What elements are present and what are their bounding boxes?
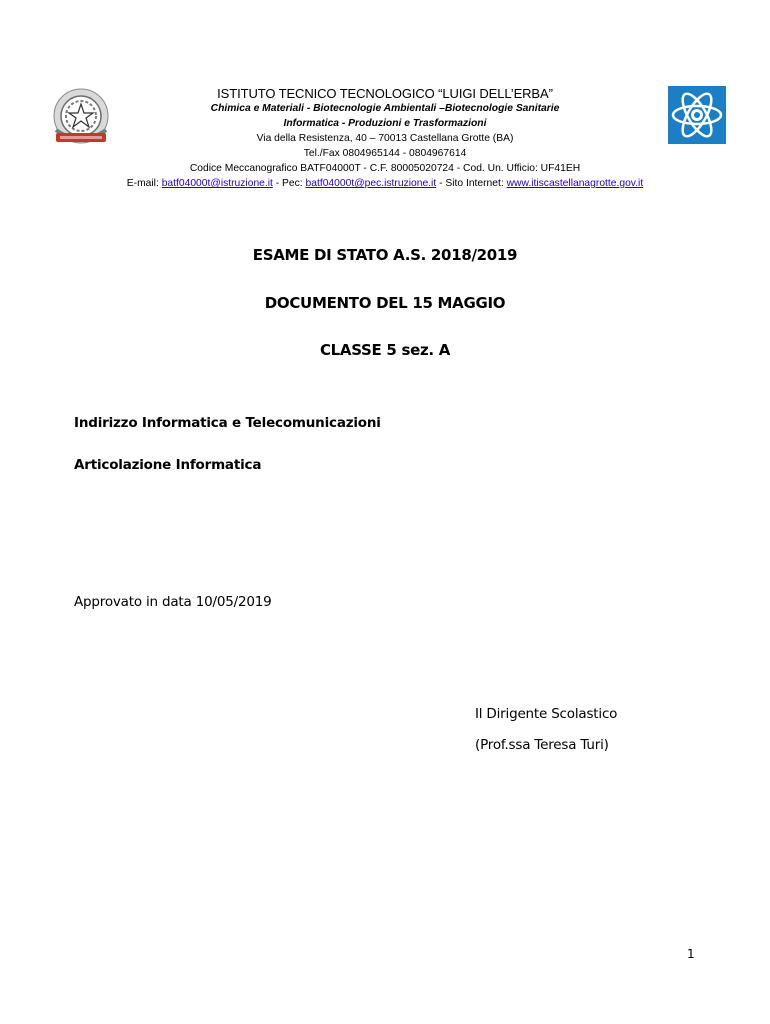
pec-label: - Pec: — [272, 178, 306, 189]
school-atom-logo-icon — [668, 86, 726, 144]
document-title: DOCUMENTO DEL 15 MAGGIO — [264, 294, 506, 312]
page-number: 1 — [687, 947, 695, 961]
specializations-line-1: Chimica e Materiali - Biotecnologie Ambientali –Biotecnologie Sanitarie — [210, 103, 560, 114]
contacts-line — [100, 176, 670, 191]
website-link[interactable]: www.itiscastellanagrotte.gov.it — [506, 178, 644, 189]
email-label: E-mail: — [126, 178, 162, 189]
pec-link[interactable]: batf04000t@pec.istruzione.it — [305, 178, 437, 189]
site-label: - Sito Internet: — [436, 178, 507, 189]
approval-date: Approvato in data 10/05/2019 — [74, 594, 272, 610]
articolazione-label: Articolazione Informatica — [74, 457, 262, 473]
institute-phone: Tel./Fax 0804965144 - 0804967614 — [303, 148, 467, 159]
indirizzo-label: Indirizzo Informatica e Telecomunicazioni — [74, 415, 381, 431]
class-title: CLASSE 5 sez. A — [319, 341, 451, 359]
institute-address: Via della Resistenza, 40 – 70013 Castellana Grotte (BA) — [256, 133, 514, 144]
institute-codes: Codice Meccanografico BATF04000T - C.F. 80005020724 - Cod. Un. Ufficio: UF41EH — [189, 163, 581, 174]
signatory-role: Il Dirigente Scolastico — [475, 706, 618, 722]
exam-title: ESAME DI STATO A.S. 2018/2019 — [252, 246, 518, 264]
signatory-name: (Prof.ssa Teresa Turi) — [475, 737, 609, 753]
email-link[interactable]: batf04000t@istruzione.it — [161, 178, 273, 189]
letterhead — [100, 86, 670, 191]
institute-name: ISTITUTO TECNICO TECNOLOGICO “LUIGI DELL’ERBA” — [217, 86, 553, 101]
specializations-line-2: Informatica - Produzioni e Trasformazioni — [283, 118, 487, 129]
